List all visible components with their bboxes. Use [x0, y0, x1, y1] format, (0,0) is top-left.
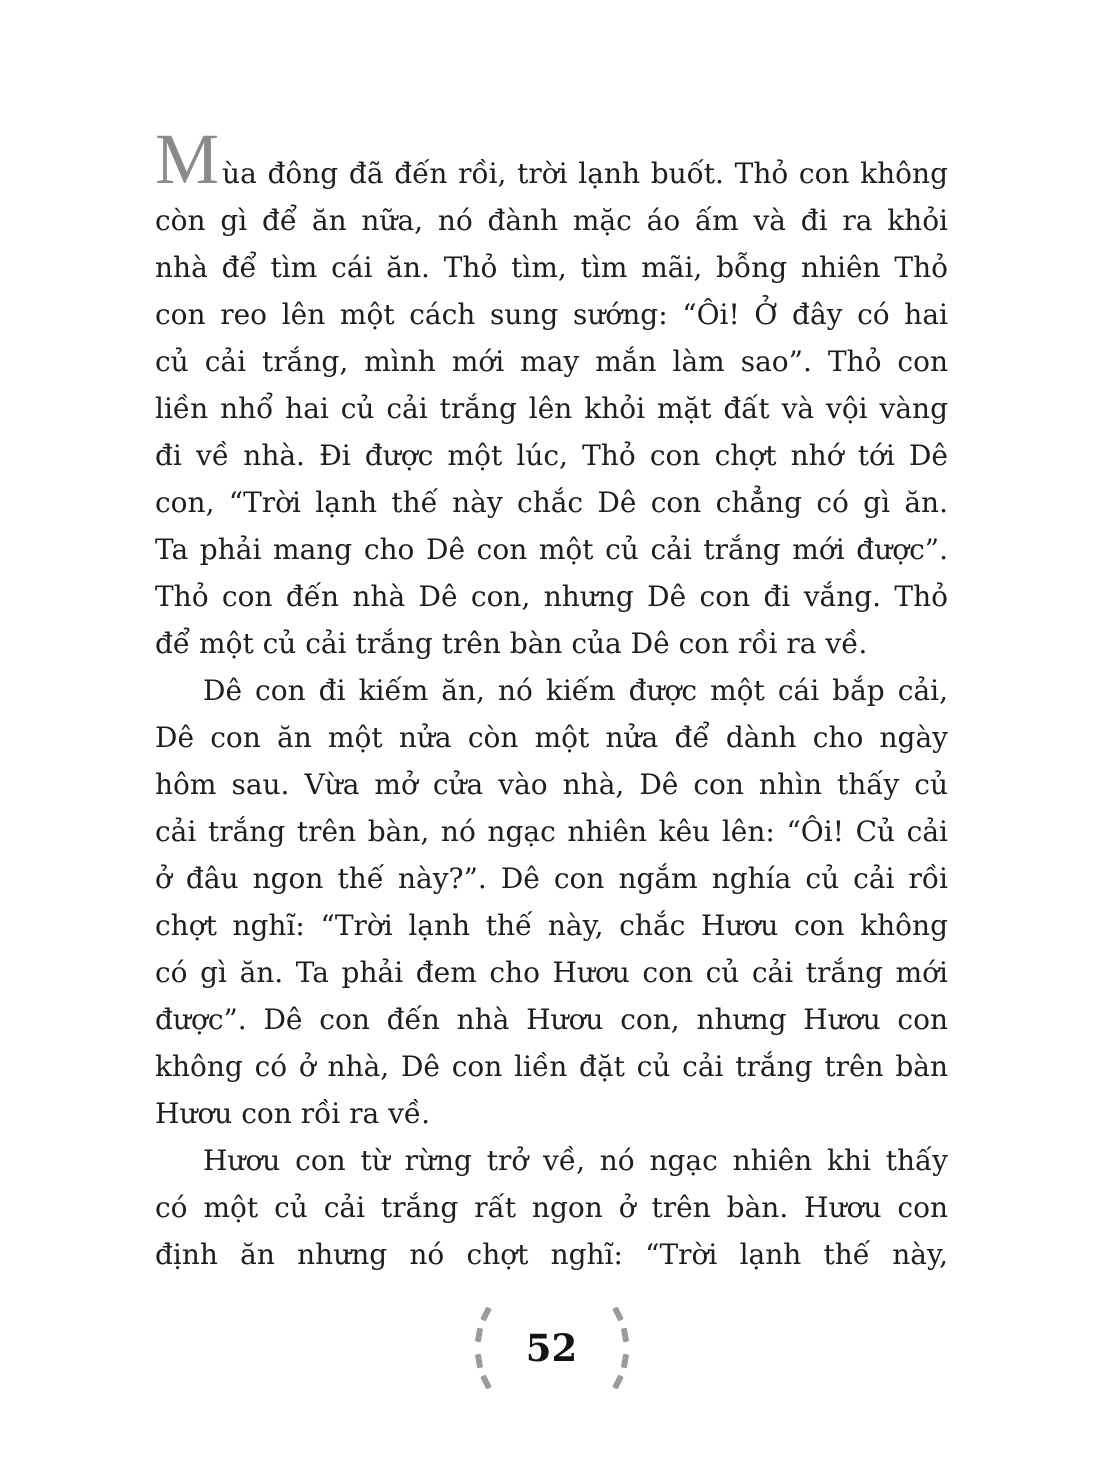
text-line: Hươu con từ rừng trở về, nó ngạc nhiên khi thấy [203, 1144, 948, 1177]
text-line: đi về nhà. Đi được một lúc, Thỏ con chợt nhớ tới Dê [155, 439, 948, 472]
story-text [155, 119, 948, 1278]
text-line: củ cải trắng, mình mới may mắn làm sao”. Thỏ con [155, 345, 948, 378]
text-line: có gì ăn. Ta phải đem cho Hươu con củ cải trắng mới [155, 956, 948, 989]
text-line: cải trắng trên bàn, nó ngạc nhiên kêu lên: “Ôi! Củ cải [155, 815, 948, 848]
text-line: Mùa đông đã đến rồi, trời lạnh buốt. Thỏ con không [155, 119, 948, 199]
text-line: không có ở nhà, Dê con liền đặt củ cải trắng trên bàn [155, 1050, 948, 1083]
text-line: con, “Trời lạnh thế này chắc Dê con chẳng có gì ăn. [155, 486, 948, 519]
text-line: Thỏ con đến nhà Dê con, nhưng Dê con đi vắng. Thỏ [155, 580, 948, 613]
text-line: nhà để tìm cái ăn. Thỏ tìm, tìm mãi, bỗng nhiên Thỏ [155, 251, 948, 284]
text-line: Dê con đi kiếm ăn, nó kiếm được một cái bắp cải, [203, 674, 948, 707]
text-line: để một củ cải trắng trên bàn của Dê con rồi ra về. [155, 627, 868, 660]
page-footer [155, 1296, 948, 1400]
text-line: liền nhổ hai củ cải trắng lên khỏi mặt đất và vội vàng [155, 392, 948, 425]
page-number: 52 [525, 1326, 578, 1370]
text-line: Ta phải mang cho Dê con một củ cải trắng mới được”. [155, 533, 948, 566]
text-line: chợt nghĩ: “Trời lạnh thế này, chắc Hươu con không [155, 909, 948, 942]
text-line: Hươu con rồi ra về. [155, 1097, 431, 1130]
text-line: được”. Dê con đến nhà Hươu con, nhưng Hươu con [155, 1003, 948, 1036]
drop-cap: M [155, 119, 220, 199]
text-line: còn gì để ăn nữa, nó đành mặc áo ấm và đi ra khỏi [155, 204, 948, 237]
text-line: Dê con ăn một nửa còn một nửa để dành cho ngày [155, 721, 948, 754]
text-line: hôm sau. Vừa mở cửa vào nhà, Dê con nhìn thấy củ [155, 768, 948, 801]
text-line: có một củ cải trắng rất ngon ở trên bàn. Hươu con [155, 1191, 948, 1224]
text-line: ở đâu ngon thế này?”. Dê con ngắm nghía củ cải rồi [155, 862, 948, 895]
text-line: con reo lên một cách sung sướng: “Ôi! Ở đây có hai [155, 298, 948, 331]
text-line: định ăn nhưng nó chợt nghĩ: “Trời lạnh thế này, [155, 1238, 948, 1271]
